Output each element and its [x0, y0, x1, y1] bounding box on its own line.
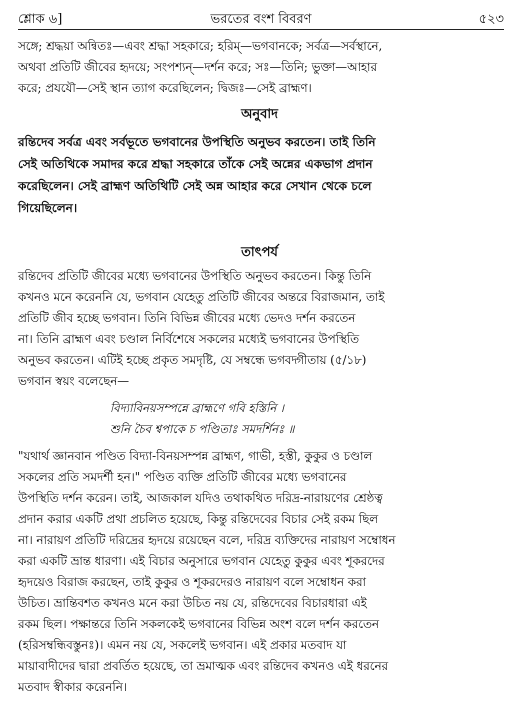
translation-line: রন্তিদেব সর্বত্র এবং সর্বভূতে ভগবানের উপস্থিতি অনুভব করতেন। তাই তিনি	[18, 135, 376, 149]
purport-line: না। তিনি ব্রাহ্মণ এবং চণ্ডাল নির্বিশেষে সকলের মধ্যেই ভগবানের উপস্থিতি	[18, 332, 360, 346]
verse-line: বিদ্যাবিনয়সম্পন্নে ব্রাহ্মণে গবি হস্তিনি ।	[110, 401, 284, 415]
translation-line: গিয়েছিলেন।	[18, 201, 78, 215]
sanskrit-verse	[110, 398, 490, 440]
synonyms-line: করে; প্রযযৌ—সেই স্থান ত্যাগ করেছিলেন; দ্বিজঃ—সেই ব্রাহ্মণ।	[18, 81, 312, 95]
page-header	[18, 6, 504, 28]
header-divider	[18, 29, 504, 30]
verse-reference: শ্লোক ৬]	[18, 12, 63, 27]
purport-line: প্রদান করার একটি প্রথা প্রচলিত হয়েছে, কিন্তু রন্তিদেবের বিচার সেই রকম ছিল	[18, 512, 379, 526]
purport-line: করা একটি ভ্রান্ত ধারণা। এই বিচার অনুসারে ভগবান যেহেতু কুকুর এবং শূকরদের	[18, 554, 385, 568]
synonyms-line: অথবা প্রতিটি জীবের হৃদয়ে; সংপশ্যন্—দর্শন করে; সঃ—তিনি; ভুক্তা—আহার	[18, 60, 377, 74]
purport-line: রকম ছিল। পক্ষান্তরে তিনি সকলকেই ভগবানের বিভিন্ন অংশ বলে দর্শন করতেন	[18, 617, 379, 631]
page-number: ৫২৩	[478, 12, 504, 27]
purport-paragraph-1	[18, 266, 502, 392]
purport-line: হৃদয়েও বিরাজ করছেন, তাই কুকুর ও শূকরদেরও নারায়ণ বলে সম্বোধন করা	[18, 575, 366, 589]
translation-line: করেছিলেন। সেই ব্রাহ্মণ অতিথিটি সেই অন্ন আহার করে সেখান থেকে চলে	[18, 179, 372, 193]
purport-line: অনুভব করতেন। এটিই হচ্ছে প্রকৃত সমদৃষ্টি, যে সম্বন্ধে ভগবদ্গীতায় (৫/১৮)	[18, 353, 367, 367]
purport-line: (হরিসম্বন্ধিবস্তুনঃ)। এমন নয় যে, সকলেই ভগবান। এই প্রকার মতবাদ যা	[18, 638, 347, 652]
purport-line: সকলের প্রতি সমদর্শী হন।" পণ্ডিত ব্যক্তি প্রতিটি জীবের মধ্যে ভগবানের	[18, 470, 347, 484]
chapter-title: ভরতের বংশ বিবরণ	[210, 12, 312, 27]
purport-line: উচিত। ভ্রান্তিবশত কখনও মনে করা উচিত নয় যে, রন্তিদেবের বিচারধারা এই	[18, 596, 367, 610]
purport-line: মায়াবাদীদের দ্বারা প্রবর্তিত হয়েছে, তা ভ্রমাত্মক এবং রন্তিদেব কখনও এই ধরনের	[18, 659, 388, 673]
synonyms-line: সঙ্গে; শ্রদ্ধয়া অন্বিতঃ—এবং শ্রদ্ধা সহকারে; হরিম্—ভগবানকে; সর্বত্র—সর্বস্থানে,	[18, 39, 383, 53]
synonyms-section	[18, 36, 502, 99]
purport-line: কখনও মনে করেননি যে, ভগবান যেহেতু প্রতিটি জীবের অন্তরে বিরাজমান, তাই	[18, 290, 385, 304]
purport-line: না। নারায়ণ প্রতিটি দরিদ্রের হৃদয়ে রয়েছেন বলে, দরিদ্র ব্যক্তিদের নারায়ণ সম্বোধন	[18, 533, 396, 547]
purport-line: মতবাদ স্বীকার করেননি।	[18, 680, 127, 694]
translation-line: সেই অতিথিকে সমাদর করে শ্রদ্ধা সহকারে তাঁকে সেই অন্নের একভাগ প্রদান	[18, 157, 373, 171]
purport-line: উপস্থিতি দর্শন করেন। তাই, আজকাল যদিও তথাকথিত দরিদ্র-নারায়ণের শ্রেষ্ঠত্ব	[18, 491, 383, 505]
verse-line: শুনি চৈব শ্বপাকে চ পণ্ডিতাঃ সমদর্শিনঃ ॥	[110, 422, 295, 436]
purport-line: রন্তিদেব প্রতিটি জীবের মধ্যে ভগবানের উপস্থিতি অনুভব করতেন। কিন্তু তিনি	[18, 269, 372, 283]
purport-line: "যথার্থ জ্ঞানবান পণ্ডিত বিদ্যা-বিনয়সম্পন্ন ব্রাহ্মণ, গাভী, হস্তী, কুকুর ও চণ্ডাল	[18, 449, 373, 463]
purport-heading: তাৎপর্য	[241, 245, 278, 260]
translation-heading: অনুবাদ	[241, 107, 278, 122]
purport-paragraph-2	[18, 446, 502, 698]
purport-line: প্রতিটি জীব হচ্ছে ভগবান। তিনি বিভিন্ন জীবের মধ্যে ভেদও দর্শন করতেন	[18, 311, 356, 325]
translation-section	[18, 131, 502, 219]
purport-line: ভগবান স্বয়ং বলেছেন—	[18, 374, 130, 388]
